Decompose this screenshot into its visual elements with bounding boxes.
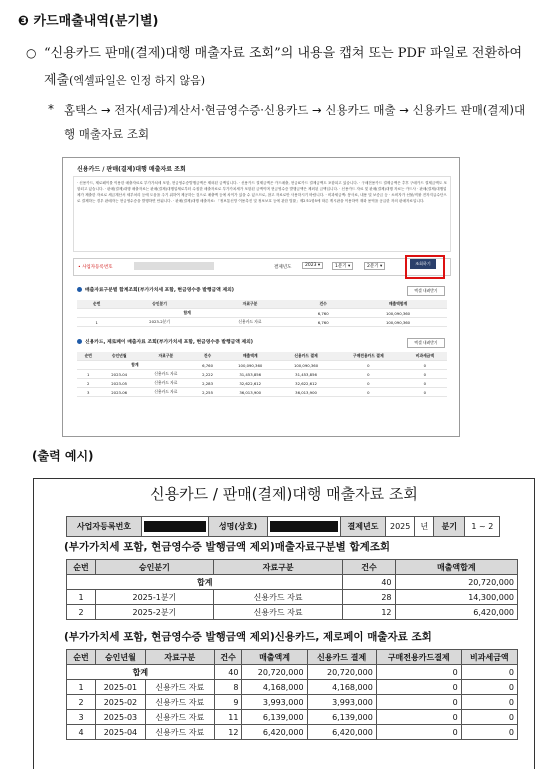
- table-cell: 신용카드 자료: [145, 695, 214, 710]
- total-cell: 40: [214, 665, 242, 680]
- table-cell: 6,420,000: [395, 605, 517, 620]
- example-section2-title: (부가가치세 포함, 현금영수증 발행금액 제외)신용카드, 제로페이 매출자료 조회: [64, 631, 432, 643]
- table-cell: 신용카드 자료: [139, 370, 193, 379]
- table-cell: 신용카드 자료: [213, 605, 343, 620]
- table-row: [77, 370, 447, 379]
- column-header: 승인년월: [96, 650, 146, 665]
- table-cell: 4,168,000: [307, 680, 376, 695]
- column-header: 매출액합계: [395, 560, 517, 575]
- table-row: [67, 710, 518, 725]
- table-cell: 1: [67, 680, 96, 695]
- table-cell: 31,453,856: [222, 370, 278, 379]
- table-row: [67, 725, 518, 740]
- table-cell: 2025-1분기: [96, 590, 214, 605]
- shot-download-button-2[interactable]: 엑셀 내려받기: [407, 338, 445, 348]
- dot-icon: [77, 287, 82, 292]
- table-cell: 신용카드 자료: [145, 680, 214, 695]
- table-header-row: [67, 650, 518, 665]
- quarter-value: 1 ~ 2: [465, 517, 500, 537]
- table-cell: 2023-06: [99, 388, 138, 397]
- table-cell: 0: [461, 710, 517, 725]
- table-cell: 1: [77, 370, 99, 379]
- shot-section2: [77, 338, 253, 345]
- shot-biz-redacted: [134, 262, 214, 270]
- table-cell: 0: [403, 370, 447, 379]
- table-cell: 2023-2분기: [116, 318, 202, 327]
- table-cell: 36,013,900: [222, 388, 278, 397]
- hometax-screenshot: [62, 157, 460, 437]
- table-cell: 신용카드 자료: [139, 379, 193, 388]
- total-cell: 20,720,000: [242, 665, 307, 680]
- example-label: (출력 예시): [32, 449, 94, 463]
- table-cell: 신용카드 자료: [145, 710, 214, 725]
- table-cell: 2025-01: [96, 680, 146, 695]
- shot-table2: [77, 352, 447, 397]
- table-row: [67, 605, 518, 620]
- table-cell: 100,090,360: [349, 318, 447, 327]
- table-cell: 3: [67, 710, 96, 725]
- table-cell: 0: [376, 710, 461, 725]
- total-cell: 0: [376, 665, 461, 680]
- table-cell: 4,168,000: [242, 680, 307, 695]
- table-cell: 1: [77, 318, 116, 327]
- biz-number-label: 사업자등록번호: [67, 517, 142, 537]
- table-row: [67, 590, 518, 605]
- table-total-row: [67, 665, 518, 680]
- example-section1-title: (부가가치세 포함, 현금영수증 발행금액 제외)매출자료구분별 합계조회: [64, 541, 391, 553]
- instruction-note: (엑셀파일은 인정 하지 않음): [69, 74, 206, 87]
- table-row: [77, 318, 447, 327]
- table-cell: 32,622,612: [278, 379, 334, 388]
- example-info-table: [66, 516, 500, 537]
- table-cell: 2,255: [193, 388, 222, 397]
- shot-download-button-1[interactable]: 엑셀 내려받기: [407, 286, 445, 296]
- table-cell: 0: [461, 695, 517, 710]
- shot-quarter-from[interactable]: 1분기 ▾: [332, 262, 353, 270]
- table-cell: 신용카드 자료: [139, 388, 193, 397]
- total-cell: 0: [403, 361, 447, 370]
- column-header: 건수: [214, 650, 242, 665]
- table-cell: 14,300,000: [395, 590, 517, 605]
- total-cell: 20,720,000: [307, 665, 376, 680]
- table-cell: 0: [334, 379, 403, 388]
- table-cell: 2023-04: [99, 370, 138, 379]
- table-cell: 2,222: [193, 370, 222, 379]
- table-cell: 6,139,000: [242, 710, 307, 725]
- table-cell: 32,622,612: [222, 379, 278, 388]
- table-cell: 신용카드 자료: [213, 590, 343, 605]
- shot-section1: [77, 286, 234, 293]
- table-cell: 2023-05: [99, 379, 138, 388]
- table-cell: 2: [77, 379, 99, 388]
- table-cell: 0: [334, 388, 403, 397]
- table-cell: 31,453,856: [278, 370, 334, 379]
- example-table2: [66, 649, 518, 740]
- table-cell: 28: [343, 590, 395, 605]
- table-header-row: [77, 352, 447, 361]
- column-header: 승인분기: [116, 300, 202, 309]
- table-header-row: [77, 300, 447, 309]
- column-header: 승인년월: [99, 352, 138, 361]
- table-cell: 4: [67, 725, 96, 740]
- total-cell: 0: [334, 361, 403, 370]
- column-header: 비과세금액: [461, 650, 517, 665]
- table-cell: 2025-04: [96, 725, 146, 740]
- column-header: 자료구분: [213, 560, 343, 575]
- column-header: 순번: [77, 352, 99, 361]
- column-header: 자료구분: [203, 300, 298, 309]
- table-cell: 0: [461, 725, 517, 740]
- column-header: 순번: [67, 560, 96, 575]
- table-cell: 11: [214, 710, 242, 725]
- table-cell: 6,420,000: [242, 725, 307, 740]
- column-header: 자료구분: [145, 650, 214, 665]
- column-header: 건수: [297, 300, 349, 309]
- shot-search-button[interactable]: 조회하기: [410, 259, 436, 269]
- shot-year-select[interactable]: 2023 ▾: [302, 262, 323, 269]
- shot-biz-label: • 사업자등록번호: [78, 265, 113, 270]
- hometax-path: 홈택스 → 전자(세금)계산서·현금영수증·신용카드 → 신용카드 매출 → 신용카드 판매(결제)대행 매출자료 조회: [64, 103, 526, 141]
- table-cell: 12: [214, 725, 242, 740]
- shot-section1-title: 매출자료구분별 합계조회(부가가치세 포함, 현금영수증 발행금액 제외): [85, 288, 234, 293]
- table-cell: 8: [214, 680, 242, 695]
- year-label: 결제년도: [341, 517, 386, 537]
- table-total-row: [77, 361, 447, 370]
- year-unit: 년: [415, 517, 434, 537]
- table-total-row: [77, 309, 447, 318]
- bullet-star: *: [48, 102, 54, 116]
- table-cell: 0: [403, 388, 447, 397]
- table-cell: 6,139,000: [307, 710, 376, 725]
- table-cell: 2,283: [193, 379, 222, 388]
- table-cell: 2025-03: [96, 710, 146, 725]
- table-cell: 0: [461, 680, 517, 695]
- table-row: [67, 680, 518, 695]
- table-cell: 6,760: [297, 318, 349, 327]
- column-header: 승인분기: [96, 560, 214, 575]
- column-header: 매출액계: [222, 352, 278, 361]
- table-cell: 신용카드 자료: [145, 725, 214, 740]
- table-cell: 2: [67, 605, 96, 620]
- quarter-label: 분기: [434, 517, 465, 537]
- table-cell: 3,993,000: [307, 695, 376, 710]
- section-heading: ❸ 카드매출내역(분기별): [18, 14, 159, 29]
- example-table1: [66, 559, 518, 620]
- column-header: 구매전용카드 결제: [334, 352, 403, 361]
- dot-icon: [77, 339, 82, 344]
- total-cell: 0: [461, 665, 517, 680]
- shot-title: 신용카드 / 판매(결제)대행 매출자료 조회: [77, 166, 186, 173]
- example-title: 신용카드 / 판매(결제)대행 매출자료 조회: [150, 485, 418, 503]
- table-cell: 2025-2분기: [96, 605, 214, 620]
- table-cell: 12: [343, 605, 395, 620]
- table-cell: 9: [214, 695, 242, 710]
- shot-table1: [77, 300, 447, 327]
- table-cell: 36,013,900: [278, 388, 334, 397]
- column-header: 비과세금액: [403, 352, 447, 361]
- table-cell: 0: [376, 695, 461, 710]
- table-row: [77, 388, 447, 397]
- column-header: 구매전용카드결제: [376, 650, 461, 665]
- column-header: 매출액계: [242, 650, 307, 665]
- biz-number-value: [142, 517, 209, 537]
- total-cell: 6,760: [193, 361, 222, 370]
- table-header-row: [67, 560, 518, 575]
- column-header: 순번: [77, 300, 116, 309]
- table1-total-amount: 20,720,000: [395, 575, 517, 590]
- output-example: [33, 478, 535, 769]
- table-cell: 0: [334, 370, 403, 379]
- table-cell: 2025-02: [96, 695, 146, 710]
- shot-period-label: 결제년도: [274, 265, 292, 270]
- table1-total-label: 합계: [67, 575, 343, 590]
- bullet-circle: ○: [26, 46, 37, 60]
- instruction-text: [44, 40, 530, 94]
- table-cell: 0: [376, 725, 461, 740]
- shot-section2-title: 신용카드, 제로페이 매출자료 조회(부가가치세 포함, 현금영수증 발행금액 제외): [85, 340, 254, 345]
- total-label: 합계: [77, 309, 297, 318]
- column-header: 건수: [343, 560, 395, 575]
- total-cell: 6,760: [297, 309, 349, 318]
- table-cell: 0: [403, 379, 447, 388]
- column-header: 자료구분: [139, 352, 193, 361]
- column-header: 순번: [67, 650, 96, 665]
- table-row: [77, 379, 447, 388]
- table-cell: 0: [376, 680, 461, 695]
- table-cell: 3,993,000: [242, 695, 307, 710]
- total-cell: 100,090,360: [278, 361, 334, 370]
- name-label: 성명(상호): [209, 517, 268, 537]
- table-row: [67, 695, 518, 710]
- table-cell: 6,420,000: [307, 725, 376, 740]
- instruction-main: “신용카드 판매(결제)대행 매출자료 조회”의 내용을 캡쳐 또는 PDF 파일로 전환하여 제출: [44, 46, 523, 88]
- column-header: 신용카드 결제: [278, 352, 334, 361]
- total-cell: 100,090,360: [349, 309, 447, 318]
- table-cell: 3: [77, 388, 99, 397]
- total-label: 합계: [67, 665, 215, 680]
- table1-total-count: 40: [343, 575, 395, 590]
- shot-quarter-to[interactable]: 2분기 ▾: [364, 262, 385, 270]
- table-cell: 2: [67, 695, 96, 710]
- name-value: [268, 517, 341, 537]
- column-header: 신용카드 결제: [307, 650, 376, 665]
- total-cell: 100,090,360: [222, 361, 278, 370]
- column-header: 건수: [193, 352, 222, 361]
- table-cell: 신용카드 자료: [203, 318, 298, 327]
- column-header: 매출액합계: [349, 300, 447, 309]
- year-value: 2025: [386, 517, 415, 537]
- table-cell: 1: [67, 590, 96, 605]
- shot-notes: · 신용카드, 제로페이를 이용한 매출자료로 부가가치세 포함, 현금영수증발행금액은 제외된 금액입니다. · 신용카드 결제금액은 카드매출, 현금IC카드 결제금액도 포함되고 있습니다. · 구매전용카드 결제금액은 추후 구매카드 결제금액도 포함되고 있습니다. · 판매(결제)대행 매출자료는 판매(결제)대행업체로부터 수집한 매출자료로 부가가치세가 포함된 금액이며 현금영수증 발행금액은 제외된 금액입니다. · 신용카드 자료 및 판매(결제)대행 자료는 카드사 · 판매(결제)대행업체가 제출한 자료로 세금계산서 세부처리 등에 도움을 주기 위하여 제공하는 것으로 매출액 등에 차이가 있을 수 있으므로, 참고 자료로만 사용하시기 바랍니다. · 비과세금액: 봉사료, 내용 및 보증금 등 · 소비자가 선불/직불 전자지급수단으로 결제하는 경우 판매자는 현금영수증을 발행하면 안됩니다. · 판매(결제)대행 매출자료: 「정보통신망 이용촉진 및 정보보호 등에 관한 법률」제2조1항5에 따른 게시판을 이용하여 재화 용역을 공급한 자의 판매자료입니다.: [77, 181, 447, 203]
- shot-search-bar: [73, 258, 451, 276]
- total-label: 합계: [77, 361, 193, 370]
